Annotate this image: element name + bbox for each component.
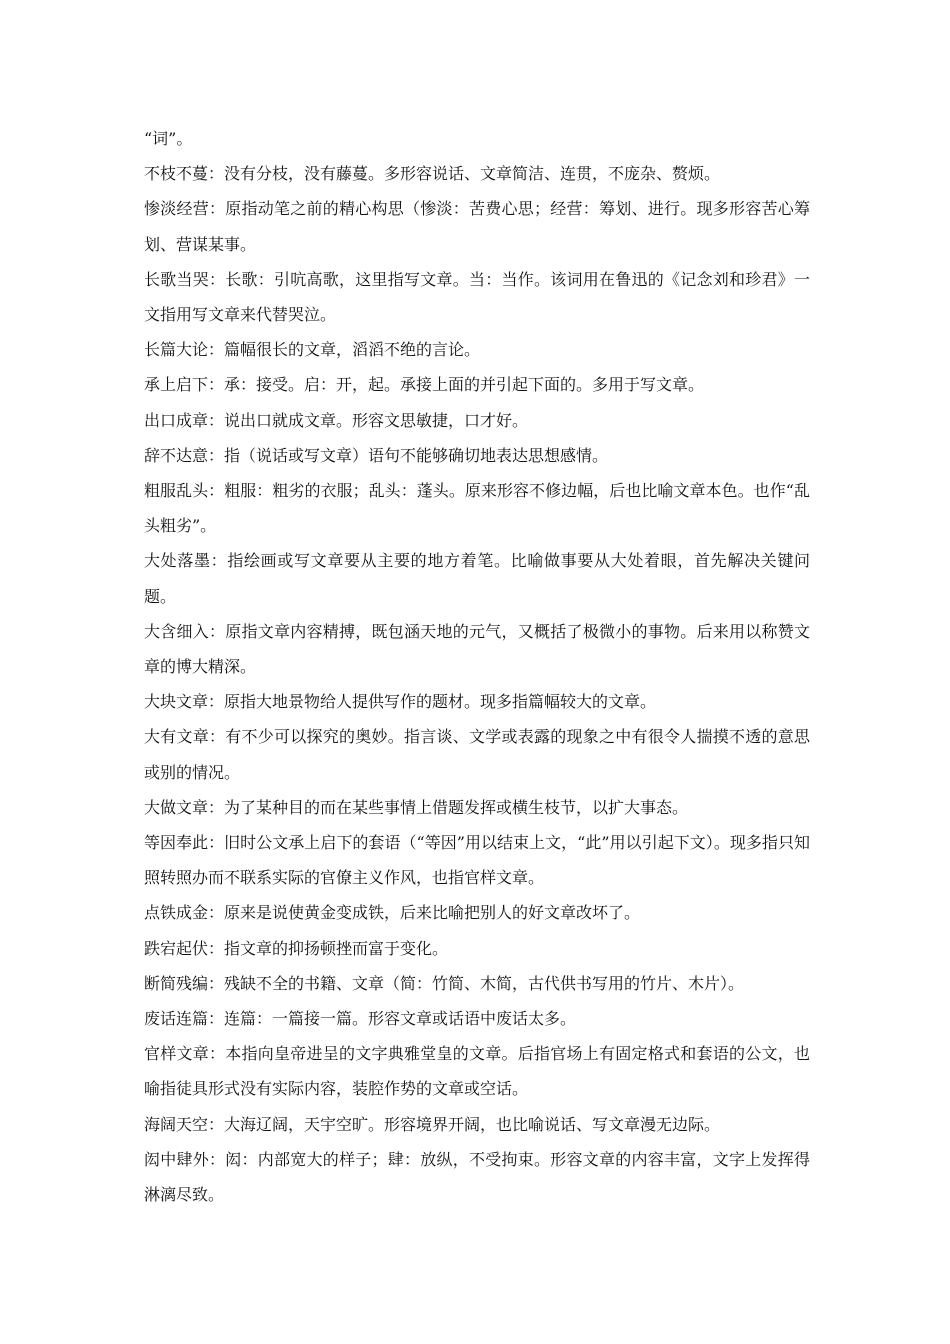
entry-dian-tie-cheng-jin: 点铁成金：原来是说使黄金变成铁，后来比喻把别人的好文章改坏了。: [144, 903, 641, 923]
entry-duan-jian-can-bian: 断简残编：残缺不全的书籍、文章（简：竹简、木简，古代供书写用的竹片、木片）。: [144, 973, 745, 993]
entry-da-chu-luo-mo: 大处落墨：指绘画或写文章要从主要的地方着笔。比喻做事要从大处着眼，首先解决关键问题。: [144, 551, 810, 606]
entry-chang-ge-dang-ku: 长歌当哭：长歌：引吭高歌，这里指写文章。当：当作。该词用在鲁迅的《记念刘和珍君》一文指用写文章来代替哭泣。: [144, 269, 810, 325]
entry-da-zuo-wen-zhang: 大做文章：为了某种目的而在某些事情上借题发挥或横生枝节，以扩大事态。: [144, 797, 689, 817]
entry-continuation: “词”。: [144, 129, 193, 148]
entry-da-you-wen-zhang: 大有文章：有不少可以探究的奥妙。指言谈、文学或表露的现象之中有很令人揣摸不透的意思或别的情况。: [144, 727, 810, 782]
entry-guan-yang-wen-zhang: 官样文章：本指向皇帝进呈的文字典雅堂皇的文章。后指官场上有固定格式和套语的公文，也喻指徒具形式没有实际内容，装腔作势的文章或空话。: [144, 1044, 810, 1099]
entry-die-dang-qi-fu: 跌宕起伏：指文章的抑扬顿挫而富于变化。: [144, 938, 449, 958]
entry-hai-kuo-tian-kong: 海阔天空：大海辽阔，天宇空旷。形容境界开阔，也比喻说话、写文章漫无边际。: [144, 1114, 721, 1134]
entry-hong-zhong-si-wai: 闳中肆外：闳：内部宽大的样子；肆：放纵，不受拘束。形容文章的内容丰富，文字上发挥得淋漓尽致。: [144, 1149, 810, 1205]
entry-ci-bu-da-yi: 辞不达意：指（说话或写文章）语句不能够确切地表达思想感情。: [144, 445, 609, 465]
entry-da-han-xi-ru: 大含细入：原指文章内容精搏，既包涵天地的元气，又概括了极微小的事物。后来用以称赞文章的博大精深。: [144, 621, 810, 677]
entry-chang-pian-da-lun: 长篇大论：篇幅很长的文章，滔滔不绝的言论。: [144, 340, 481, 360]
entry-bu-zhi-bu-man: 不枝不蔓：没有分枝，没有藤蔓。多形容说话、文章简洁、连贯，不庞杂、赘烦。: [144, 164, 721, 184]
entry-cheng-shang-qi-xia: 承上启下：承：接受。启：开，起。承接上面的并引起下面的。多用于写文章。: [144, 375, 705, 395]
entry-da-kuai-wen-zhang: 大块文章：原指大地景物给人提供写作的题材。现多指篇幅较大的文章。: [144, 692, 657, 712]
entry-deng-yin-feng-ci: 等因奉此：旧时公文承上启下的套语（“等因”用以结束上文，“此”用以引起下文）。现多指只知照转照办而不联系实际的官僚主义作风，也指官样文章。: [144, 833, 810, 888]
document-body: [144, 121, 810, 1212]
entry-fei-hua-lian-pian: 废话连篇：连篇：一篇接一篇。形容文章或话语中废话太多。: [144, 1009, 577, 1029]
entry-chu-kou-cheng-zhang: 出口成章：说出口就成文章。形容文思敏捷，口才好。: [144, 410, 529, 430]
entry-can-dan-jing-ying: 惨淡经营：原指动笔之前的精心构思（惨淡：苦费心思；经营：筹划、进行。现多形容苦心筹划、营谋某事。: [144, 199, 810, 254]
entry-cu-fu-luan-tou: 粗服乱头：粗服：粗劣的衣服；乱头：蓬头。原来形容不修边幅，后也比喻文章本色。也作“乱头粗劣”。: [144, 481, 810, 536]
